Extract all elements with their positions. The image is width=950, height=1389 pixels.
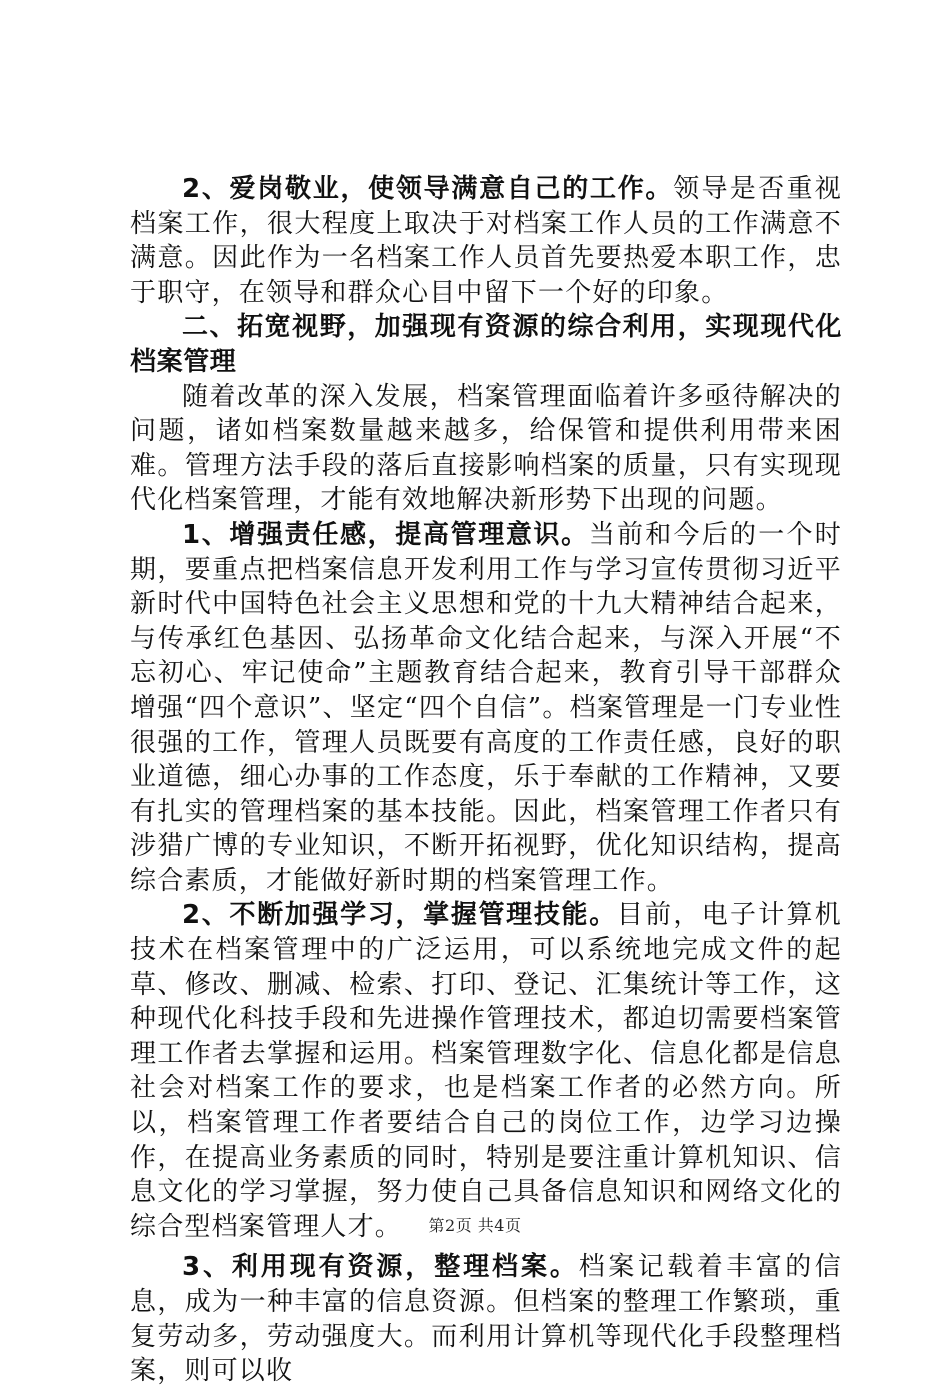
paragraph-text: 领导是否重视档案工作，很大程度上取决于对档案工作人员的工作满意不满意。因此作为一名档案工作人员首先要热爱本职工作，忠于职守，在领导和群众心目中留下一个好的印象。 xyxy=(130,174,842,308)
paragraph-lead: 3、利用现有资源，整理档案。 xyxy=(182,1252,579,1283)
page-footer: 第2页 共4页 xyxy=(428,1216,522,1235)
paragraph-lead: 2、不断加强学习，掌握管理技能。 xyxy=(182,900,617,931)
paragraph-responsibility xyxy=(130,518,842,899)
paragraph-text: 档案记载着丰富的信息，成为一种丰富的信息资源。但档案的整理工作繁琐，重复劳动多，劳动强度大。而利用计算机等现代化手段整理档案，则可以收 xyxy=(130,1252,842,1387)
paragraph-lead: 1、增强责任感，提高管理意识。 xyxy=(182,519,589,550)
paragraph-text: 目前，电子计算机技术在档案管理中的广泛运用，可以系统地完成文件的起草、修改、删减、检索、打印、登记、汇集统计等工作，这种现代化科技手段和先进操作管理技术，都迫切需要档案管理工作者去掌握和运用。档案管理数字化、信息化都是信息社会对档案工作的要求，也是档案工作者的必然方向。所以，档案管理工作者要结合自己的岗位工作，边学习边操作，在提高业务素质的同时，特别是要注重计算机知识、信息文化的学习掌握，努力使自己具备信息知识和网络文化的综合型档案管理人才。 xyxy=(130,900,842,1242)
paragraph-reform: 随着改革的深入发展，档案管理面临着许多亟待解决的问题，诸如档案数量越来越多，给保管和提供利用带来困难。管理方法手段的落后直接影响档案的质量，只有实现现代化档案管理，才能有效地解决新形势下出现的问题。 xyxy=(130,381,842,516)
section-heading-2: 二、拓宽视野，加强现有资源的综合利用，实现现代化档案管理 xyxy=(130,312,842,377)
paragraph-text: 当前和今后的一个时期，要重点把档案信息开发利用工作与学习宣传贯彻习近平新时代中国特色社会主义思想和党的十九大精神结合起来，与传承红色基因、弘扬革命文化结合起来，与深入开展“不忘初心、牢记使命”主题教育结合起来，教育引导干部群众增强“四个意识”、坚定“四个自信”。档案管理是一门专业性很强的工作，管理人员既要有高度的工作责任感，良好的职业道德，细心办事的工作态度，乐于奉献的工作精神，又要有扎实的管理档案的基本技能。因此，档案管理工作者只有涉猎广博的专业知识，不断开拓视野，优化知识结构，提高综合素质，才能做好新时期的档案管理工作。 xyxy=(130,519,842,896)
document-body xyxy=(130,172,842,1389)
paragraph-lead: 2、爱岗敬业，使领导满意自己的工作。 xyxy=(182,174,674,204)
paragraph-learning xyxy=(130,898,842,1244)
paragraph-resources xyxy=(130,1250,842,1388)
paragraph-love-post xyxy=(130,172,842,310)
